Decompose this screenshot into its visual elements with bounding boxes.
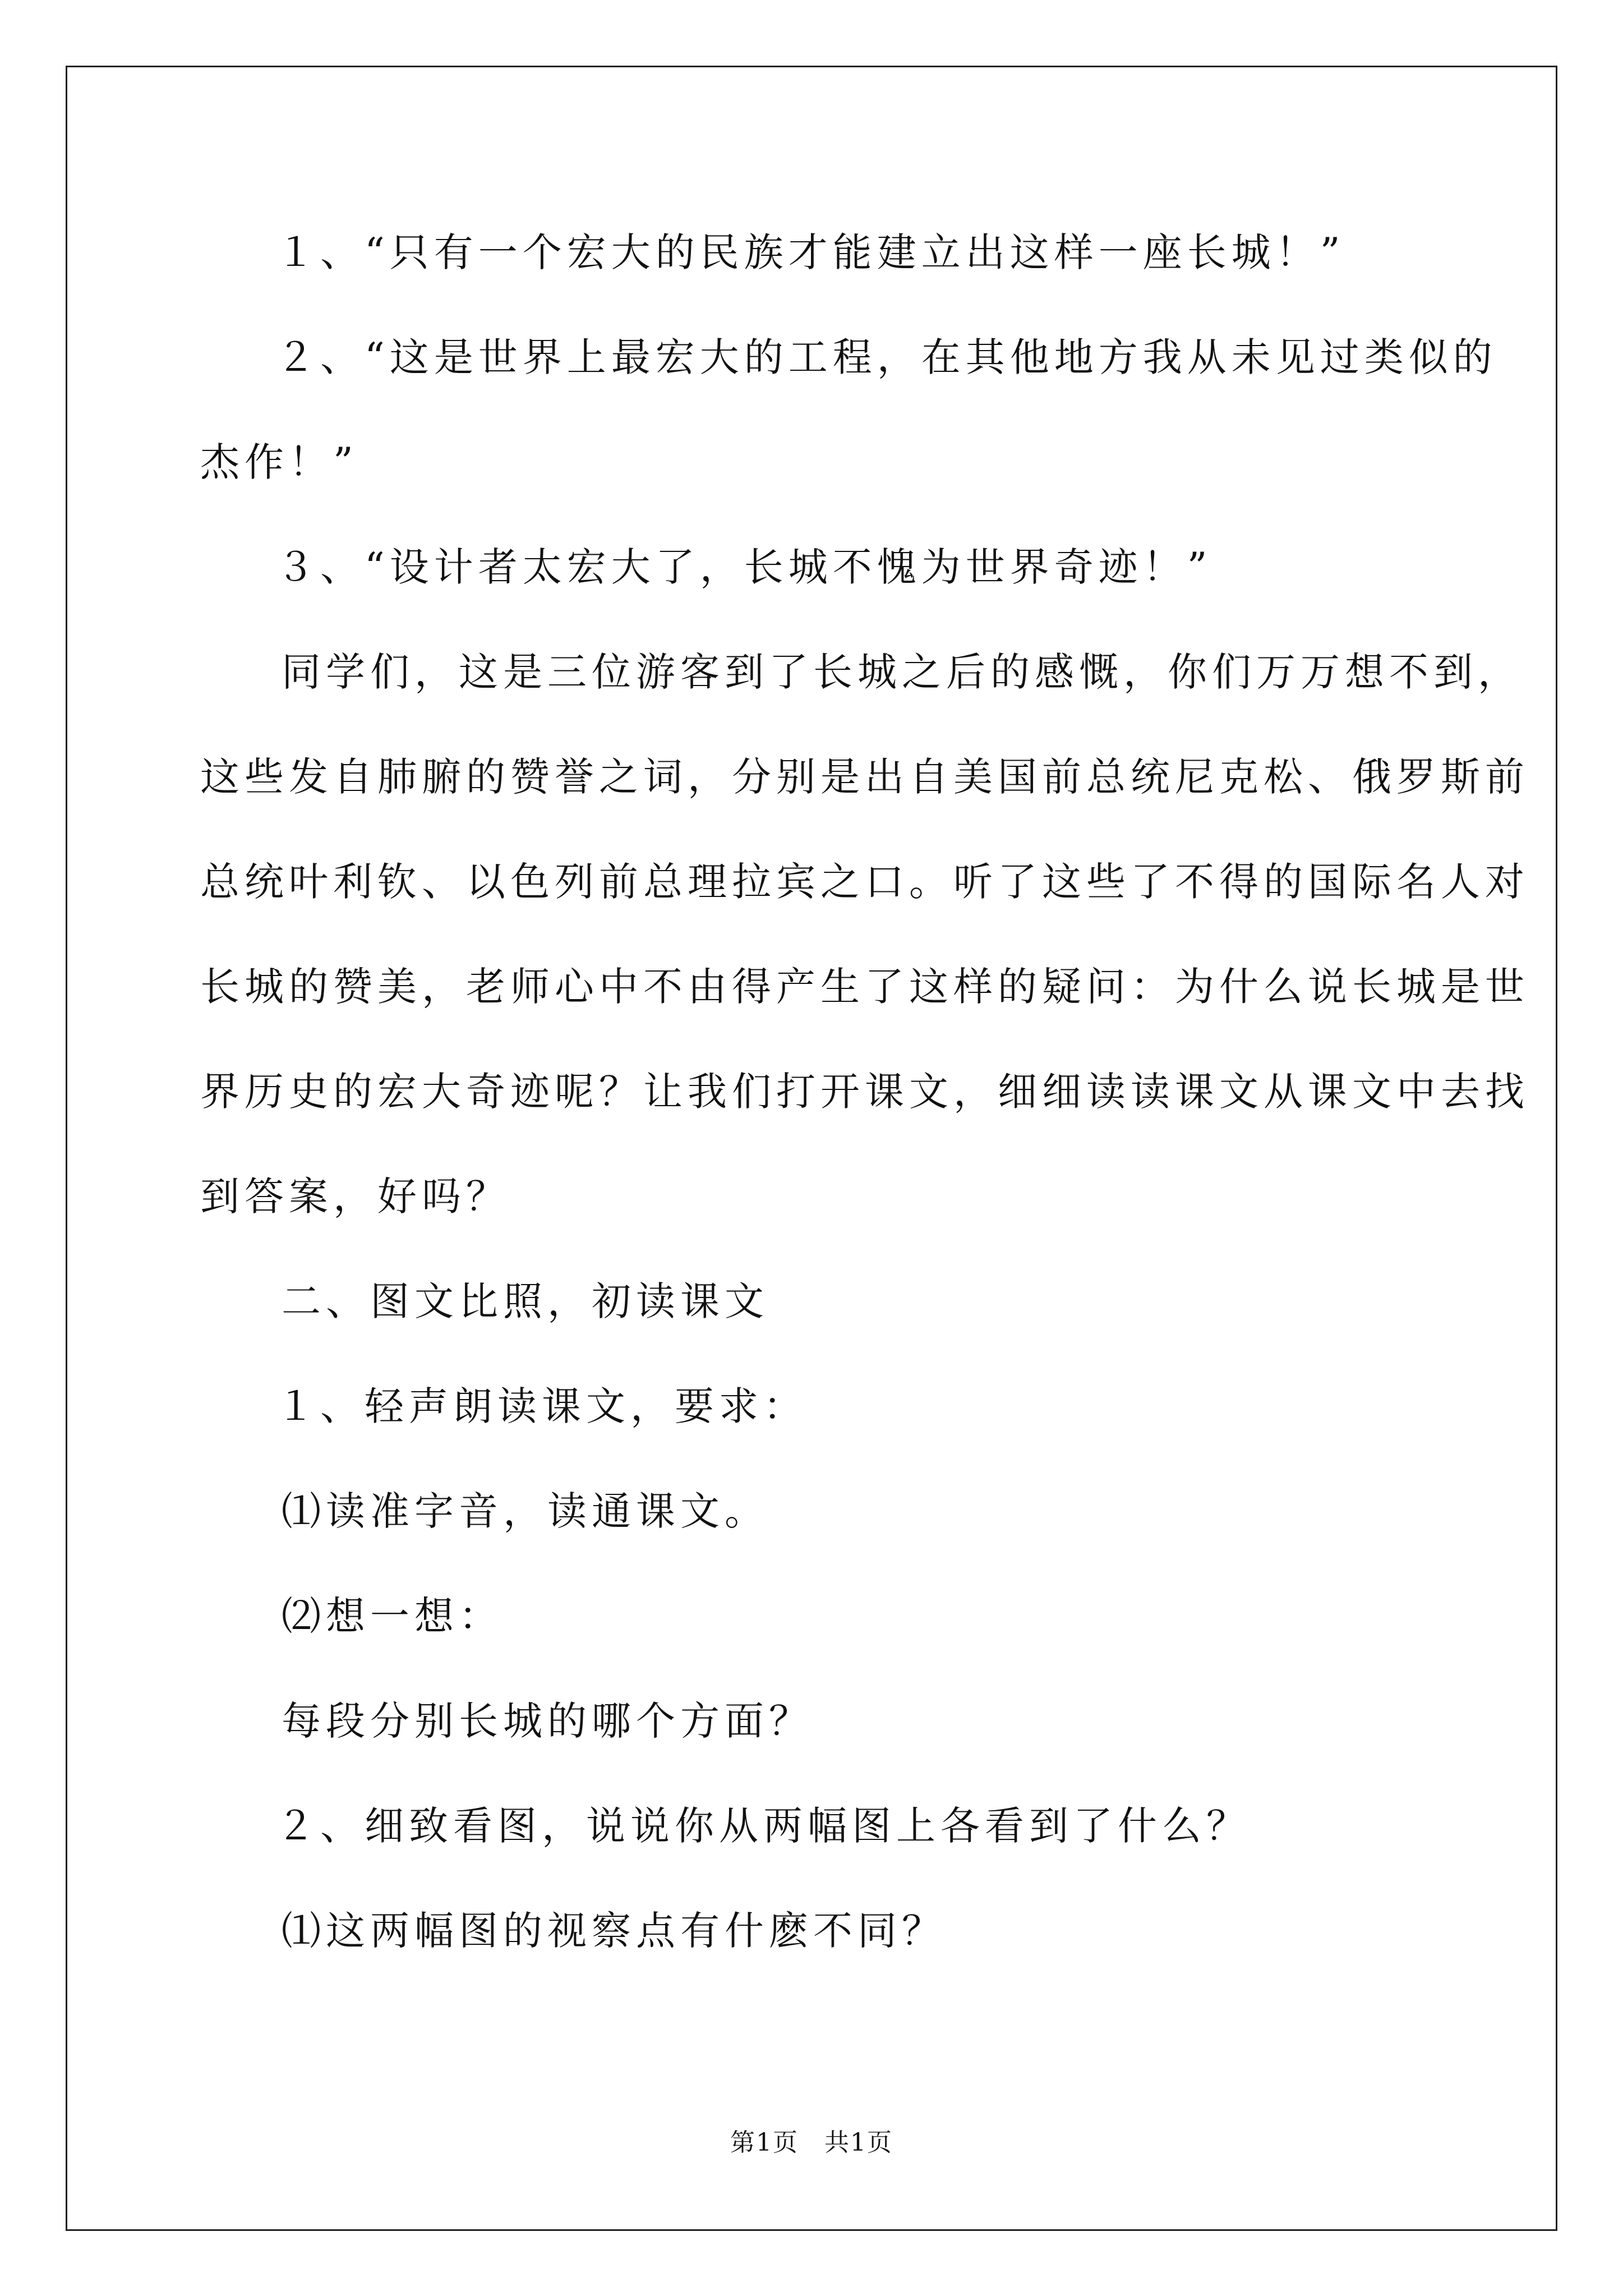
section-heading: 二、图文比照，初读课文: [282, 1278, 769, 1324]
text-line: 到答案，好吗？: [200, 1174, 510, 1220]
text-line: ２、细致看图，说说你从两幅图上各看到了什么？: [276, 1803, 1251, 1849]
text-line: ３、“设计者太宏大了，长城不愧为世界奇迹！”: [276, 544, 1212, 590]
text-line: 总统叶利钦、以色列前总理拉宾之口。听了这些了不得的国际名人对: [200, 859, 1529, 905]
text-line: 同学们，这是三位游客到了长城之后的感慨，你们万万想不到，: [282, 649, 1522, 695]
text-line: 每段分别长城的哪个方面？: [282, 1698, 813, 1744]
text-line: １、“只有一个宏大的民族才能建立出这样一座长城！”: [276, 229, 1345, 275]
text-line: ⑴这两幅图的视察点有什麽不同？: [282, 1908, 946, 1954]
text-line: ⑵想一想：: [282, 1593, 503, 1639]
text-line: １、轻声朗读课文，要求：: [276, 1383, 808, 1429]
text-line: ⑴读准字音，读通课文。: [282, 1488, 769, 1534]
text-line: 杰作！”: [200, 439, 358, 485]
text-line: 这些发自肺腑的赞誉之词，分别是出自美国前总统尼克松、俄罗斯前: [200, 754, 1529, 800]
text-line: ２、“这是世界上最宏大的工程，在其他地方我从未见过类似的: [276, 334, 1497, 380]
page-footer: 第1页 共1页: [730, 2128, 893, 2157]
text-line: 界历史的宏大奇迹呢？让我们打开课文，细细读读课文从课文中去找: [200, 1069, 1529, 1115]
text-line: 长城的赞美，老师心中不由得产生了这样的疑问：为什么说长城是世: [200, 964, 1529, 1010]
